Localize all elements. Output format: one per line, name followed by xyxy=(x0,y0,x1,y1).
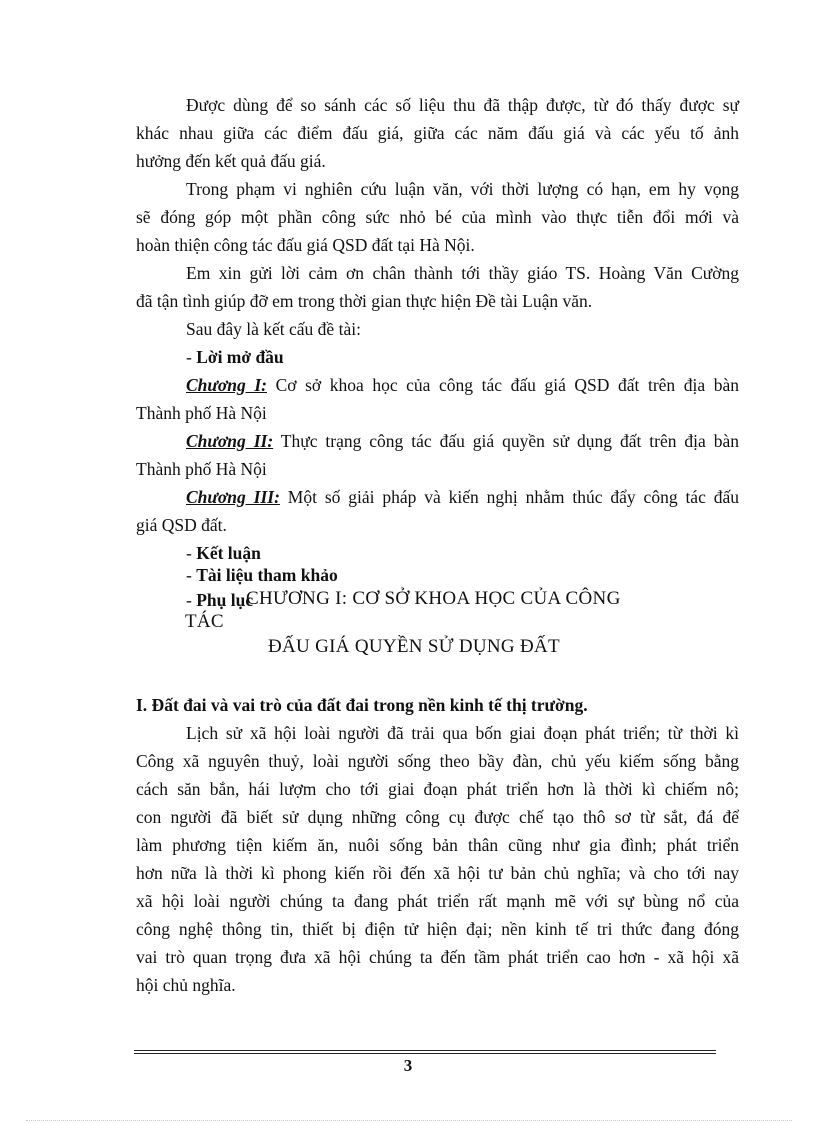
list-dash: - xyxy=(186,347,197,367)
list-dash: - xyxy=(186,543,197,563)
paragraph-line: hưởng đến kết quả đấu giá. xyxy=(136,151,326,171)
outline-opening-label: Lời mở đầu xyxy=(196,347,284,367)
paragraph-line: hơn nữa là thời kì phong kiến rồi đến xã hội tư bản chủ nghĩa; và cho tới nay xyxy=(136,863,739,883)
paragraph-line: khác nhau giữa các điểm đấu giá, giữa các năm đấu giá và các yếu tố ảnh xyxy=(136,123,739,143)
chapter-3-text: Một số giải pháp và kiến nghị nhằm thúc đẩy công tác đấu xyxy=(279,487,739,507)
paragraph-line: vai trò quan trọng đưa xã hội chúng ta đến tầm phát triển cao hơn - xã hội xã xyxy=(136,947,739,967)
footer-rule xyxy=(134,1053,716,1054)
outline-appendix xyxy=(186,592,253,610)
footer-rule xyxy=(134,1050,716,1051)
paragraph-line: Được dùng để so sánh các số liệu thu đã thập được, từ đó thấy được sự xyxy=(186,95,739,115)
outline-conclusion xyxy=(186,545,261,563)
outline-references-label: Tài liệu tham khảo xyxy=(196,565,338,585)
page-number: 3 xyxy=(403,1056,413,1075)
chapter-2-text-cont: Thành phố Hà Nội xyxy=(136,459,267,479)
paragraph-line: đã tận tình giúp đỡ em trong thời gian thực hiện Đề tài Luận văn. xyxy=(136,291,593,311)
chapter-heading-line2: TÁC xyxy=(185,611,224,632)
outline-opening xyxy=(186,349,284,367)
paragraph-line: hội chủ nghĩa. xyxy=(136,975,236,995)
paragraph-line: làm phương tiện kiếm ăn, nuôi sống bản thân cũng như gia đình; phát triển xyxy=(136,835,739,855)
paragraph-line: hoàn thiện công tác đấu giá QSD đất tại Hà Nội. xyxy=(136,235,475,255)
outline-conclusion-label: Kết luận xyxy=(196,543,261,563)
chapter-2-label: Chương II: xyxy=(186,431,274,451)
paragraph-line: xã hội loài người chúng ta đang phát triển rất mạnh mẽ với sự bùng nổ của xyxy=(136,891,739,911)
chapter-3-text-cont: giá QSD đất. xyxy=(136,515,227,535)
paragraph-line: Công xã nguyên thuỷ, loài người sống theo bầy đàn, chủ yếu kiếm sống bằng xyxy=(136,751,739,771)
page-bottom-divider xyxy=(26,1120,792,1121)
outline-references xyxy=(186,567,338,585)
paragraph-line: Lịch sử xã hội loài người đã trải qua bốn giai đoạn phát triển; từ thời kì xyxy=(186,723,739,743)
paragraph-line: Trong phạm vi nghiên cứu luận văn, với thời lượng có hạn, em hy vọng xyxy=(186,179,739,199)
outline-chapter-3 xyxy=(186,489,739,507)
paragraph-line: cách săn bắn, hái lượm cho tới giai đoạn phát triển hơn là thời kì chiếm nô; xyxy=(136,779,739,799)
section-title: I. Đất đai và vai trò của đất đai trong nền kinh tế thị trường. xyxy=(136,695,588,715)
paragraph-line: con người đã biết sử dụng những công cụ được chế tạo thô sơ từ sắt, đá để xyxy=(136,807,739,827)
chapter-heading-line3: ĐẤU GIÁ QUYỀN SỬ DỤNG ĐẤT xyxy=(268,636,560,657)
chapter-2-text: Thực trạng công tác đấu giá quyền sử dụng đất trên địa bàn xyxy=(273,431,739,451)
chapter-1-text-cont: Thành phố Hà Nội xyxy=(136,403,267,423)
paragraph-line: sẽ đóng góp một phần công sức nhỏ bé của mình vào thực tiễn đổi mới và xyxy=(136,207,739,227)
chapter-1-label: Chương I: xyxy=(186,375,267,395)
paragraph-line: công nghệ thông tin, thiết bị điện tử hiện đại; nền kinh tế tri thức đang đóng xyxy=(136,919,739,939)
structure-intro: Sau đây là kết cấu đề tài: xyxy=(186,319,361,339)
list-dash: - xyxy=(186,590,197,610)
outline-chapter-2 xyxy=(186,433,739,451)
outline-appendix-label: Phụ lục xyxy=(196,590,254,610)
paragraph-line: Em xin gửi lời cảm ơn chân thành tới thầy giáo TS. Hoàng Văn Cường xyxy=(186,263,739,283)
chapter-3-label: Chương III: xyxy=(186,487,280,507)
chapter-1-text: Cơ sở khoa học của công tác đấu giá QSD đất trên địa bàn xyxy=(266,375,739,395)
chapter-heading-line1: CHƯƠNG I: CƠ SỞ KHOA HỌC CỦA CÔNG xyxy=(246,588,621,609)
outline-chapter-1 xyxy=(186,377,739,395)
list-dash: - xyxy=(186,565,197,585)
